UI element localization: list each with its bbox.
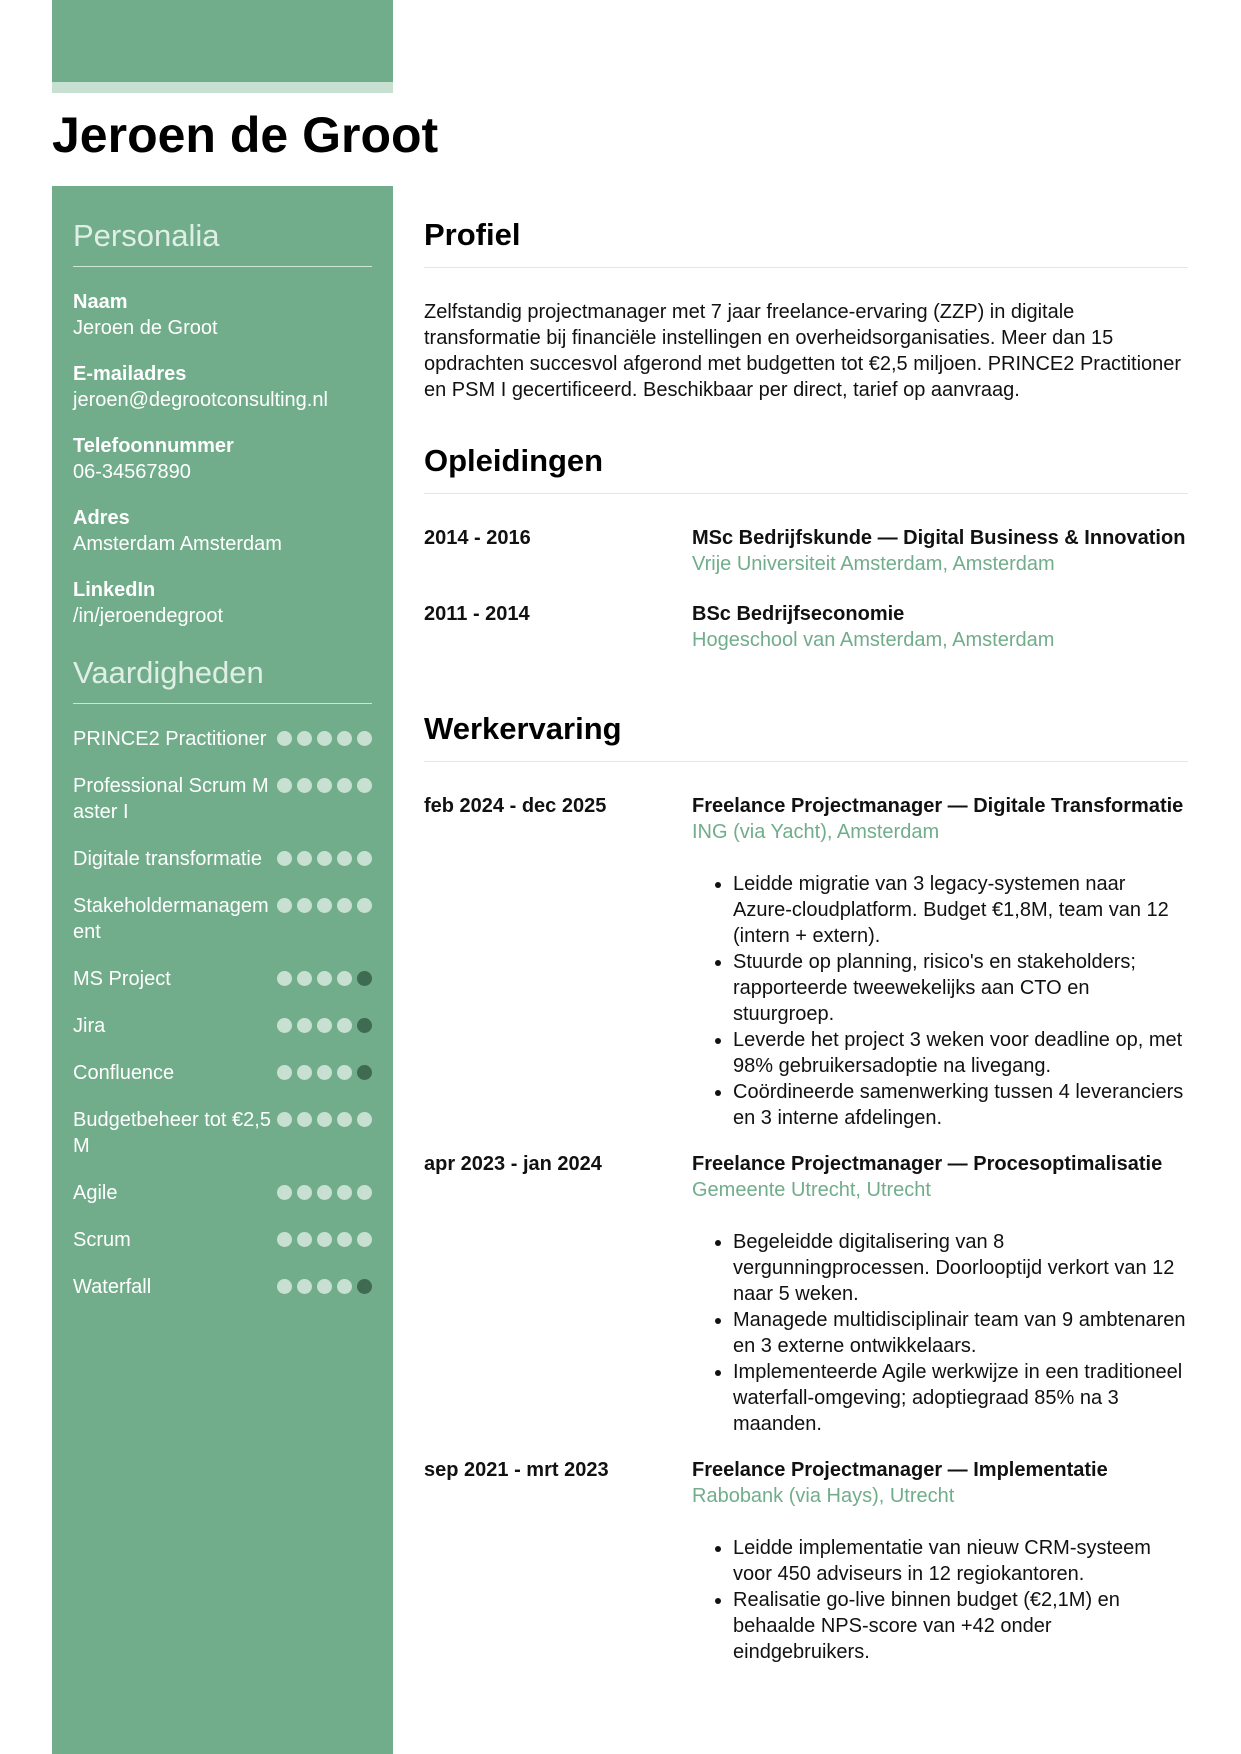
- experience-date: feb 2024 - dec 2025: [424, 795, 607, 817]
- skill-level-dots: [277, 773, 372, 793]
- experience-bullets: [692, 1535, 1188, 1665]
- skill-dot-filled: [317, 1065, 332, 1080]
- skill-dot-filled: [297, 851, 312, 866]
- profile-heading: Profiel: [424, 186, 1188, 268]
- skill-dot-filled: [337, 971, 352, 986]
- education-body: [692, 525, 1188, 577]
- skill-row: [73, 893, 372, 945]
- skill-level-dots: [277, 1227, 372, 1247]
- experience-date: apr 2023 - jan 2024: [424, 1153, 602, 1175]
- skill-name: Professional Scrum Master I: [73, 775, 269, 823]
- education-body: [692, 601, 1188, 653]
- personalia-item: [73, 290, 372, 341]
- experience-entry: [424, 793, 1188, 1131]
- experience-employer: ING (via Yacht), Amsterdam: [692, 821, 940, 843]
- skill-row: [73, 1107, 372, 1159]
- education-date: 2011 - 2014: [424, 603, 530, 625]
- skill-name: Waterfall: [73, 1276, 152, 1298]
- experience-employer: Gemeente Utrecht, Utrecht: [692, 1179, 931, 1201]
- experience-date: sep 2021 - mrt 2023: [424, 1459, 609, 1481]
- skill-dot-filled: [357, 898, 372, 913]
- personalia-value: 06-34567890: [73, 461, 191, 483]
- skill-name: Budgetbeheer tot €2,5M: [73, 1109, 271, 1157]
- experience-heading: Werkervaring: [424, 677, 1188, 762]
- skill-dot-filled: [297, 1112, 312, 1127]
- education-entry: [424, 601, 1188, 653]
- skill-level-dots: [277, 1274, 372, 1294]
- experience-entry: [424, 1457, 1188, 1665]
- skill-dot-filled: [317, 1232, 332, 1247]
- skills-list: [73, 726, 372, 1300]
- profile-text: Zelfstandig projectmanager met 7 jaar freelance-ervaring (ZZP) in digitale transformatie bij financiële instellingen en overheidsorganisaties. Meer dan 15 opdrachten succesvol afgerond met budgetten tot €2,5 miljoen. PRINCE2 Practitioner en PSM I gecertificeerd. Beschikbaar per direct, tarief op aanvraag.: [424, 301, 1182, 401]
- skill-dot-filled: [357, 778, 372, 793]
- skill-dot-filled: [337, 1018, 352, 1033]
- experience-body: [692, 1457, 1188, 1665]
- skill-level-dots: [277, 1013, 372, 1033]
- sidebar: [52, 186, 393, 1754]
- experience-bullet: • Begeleidde digitalisering van 8 vergunningprocessen. Doorlooptijd verkort van 12 naar 5 weken.: [733, 1229, 1188, 1307]
- personalia-heading: Personalia: [73, 218, 372, 267]
- skill-dot-filled: [317, 898, 332, 913]
- skill-dot-filled: [357, 1232, 372, 1247]
- skill-dot-empty: [357, 971, 372, 986]
- skill-dot-filled: [357, 851, 372, 866]
- experience-entry: [424, 1151, 1188, 1437]
- personalia-item: [73, 434, 372, 485]
- skill-dot-filled: [337, 1279, 352, 1294]
- personalia-value: Amsterdam Amsterdam: [73, 533, 282, 555]
- education-title: MSc Bedrijfskunde — Digital Business & Innovation: [692, 527, 1186, 549]
- skill-dot-filled: [277, 1018, 292, 1033]
- skill-dot-filled: [337, 731, 352, 746]
- skill-dot-filled: [277, 851, 292, 866]
- experience-bullet: • Leidde implementatie van nieuw CRM-systeem voor 450 adviseurs in 12 regiokantoren.: [733, 1535, 1188, 1587]
- skill-dot-filled: [297, 898, 312, 913]
- skill-name: Scrum: [73, 1229, 131, 1251]
- main-content: [424, 186, 1188, 1685]
- education-date: 2014 - 2016: [424, 527, 531, 549]
- skill-dot-filled: [297, 731, 312, 746]
- skill-dot-filled: [317, 731, 332, 746]
- skill-level-dots: [277, 1180, 372, 1200]
- candidate-name: Jeroen de Groot: [52, 107, 439, 163]
- skill-dot-filled: [317, 1185, 332, 1200]
- skill-dot-filled: [357, 731, 372, 746]
- personalia-item: [73, 506, 372, 557]
- experience-bullet: • Leverde het project 3 weken voor deadline op, met 98% gebruikersadoptie na livegang.: [733, 1027, 1188, 1079]
- experience-title: Freelance Projectmanager — Procesoptimalisatie: [692, 1153, 1163, 1175]
- skill-dot-filled: [317, 778, 332, 793]
- skill-row: [73, 1227, 372, 1253]
- experience-body: [692, 793, 1188, 1131]
- skill-name: MS Project: [73, 968, 171, 990]
- skill-row: [73, 1274, 372, 1300]
- skill-level-dots: [277, 726, 372, 746]
- skill-dot-empty: [357, 1018, 372, 1033]
- experience-bullet: • Stuurde op planning, risico's en stakeholders; rapporteerde tweewekelijks aan CTO en stuurgroep.: [733, 949, 1188, 1027]
- skill-dot-filled: [317, 971, 332, 986]
- skill-row: [73, 1013, 372, 1039]
- education-list: [424, 525, 1188, 653]
- personalia-label: Telefoonnummer: [73, 435, 234, 457]
- skill-dot-filled: [357, 1185, 372, 1200]
- skill-level-dots: [277, 893, 372, 913]
- skill-name: Stakeholdermanagement: [73, 895, 269, 943]
- skill-dot-filled: [317, 851, 332, 866]
- personalia-label: Naam: [73, 291, 128, 313]
- skill-dot-filled: [337, 1185, 352, 1200]
- experience-list: [424, 793, 1188, 1665]
- skill-dot-filled: [337, 898, 352, 913]
- education-entry: [424, 525, 1188, 577]
- skill-dot-filled: [297, 1065, 312, 1080]
- experience-bullet: • Implementeerde Agile werkwijze in een traditioneel waterfall-omgeving; adoptiegraad 85% na 3 maanden.: [733, 1359, 1188, 1437]
- skill-dot-filled: [277, 898, 292, 913]
- personalia-list: [73, 290, 372, 629]
- education-title: BSc Bedrijfseconomie: [692, 603, 905, 625]
- skill-dot-filled: [277, 731, 292, 746]
- skill-dot-filled: [297, 971, 312, 986]
- skill-row: [73, 846, 372, 872]
- skill-dot-filled: [297, 778, 312, 793]
- skill-dot-filled: [277, 1112, 292, 1127]
- personalia-value: jeroen@degrootconsulting.nl: [73, 389, 328, 411]
- personalia-label: Adres: [73, 507, 130, 529]
- experience-bullets: [692, 871, 1188, 1131]
- experience-title: Freelance Projectmanager — Implementatie: [692, 1459, 1108, 1481]
- skill-row: [73, 966, 372, 992]
- skills-heading: Vaardigheden: [73, 655, 372, 704]
- skill-dot-filled: [277, 778, 292, 793]
- education-institution: Vrije Universiteit Amsterdam, Amsterdam: [692, 553, 1055, 575]
- skill-dot-filled: [337, 778, 352, 793]
- header-accent-strip: [52, 82, 393, 93]
- skill-dot-filled: [337, 1065, 352, 1080]
- skill-row: [73, 1180, 372, 1206]
- skill-dot-filled: [297, 1185, 312, 1200]
- experience-bullet: • Realisatie go-live binnen budget (€2,1M) en behaalde NPS-score van +42 onder eindgebruikers.: [733, 1587, 1188, 1665]
- skill-level-dots: [277, 1107, 372, 1127]
- skill-dot-filled: [317, 1018, 332, 1033]
- personalia-item: [73, 578, 372, 629]
- experience-title: Freelance Projectmanager — Digitale Transformatie: [692, 795, 1184, 817]
- skill-dot-filled: [317, 1279, 332, 1294]
- header-accent-block: [52, 0, 393, 82]
- skill-dot-filled: [297, 1018, 312, 1033]
- experience-bullet: • Managede multidisciplinair team van 9 ambtenaren en 3 externe ontwikkelaars.: [733, 1307, 1188, 1359]
- personalia-item: [73, 362, 372, 413]
- skill-level-dots: [277, 846, 372, 866]
- experience-bullet: • Coördineerde samenwerking tussen 4 leveranciers en 3 interne afdelingen.: [733, 1079, 1188, 1131]
- skill-dot-filled: [317, 1112, 332, 1127]
- skill-row: [73, 726, 372, 752]
- skill-name: Agile: [73, 1182, 118, 1204]
- skill-dot-filled: [337, 1232, 352, 1247]
- experience-bullet: • Leidde migratie van 3 legacy-systemen naar Azure-cloudplatform. Budget €1,8M, team van 12 (intern + extern).: [733, 871, 1188, 949]
- skill-level-dots: [277, 1060, 372, 1080]
- skill-dot-filled: [277, 971, 292, 986]
- personalia-label: LinkedIn: [73, 579, 156, 601]
- skill-dot-empty: [357, 1279, 372, 1294]
- skill-name: Confluence: [73, 1062, 175, 1084]
- skill-dot-filled: [277, 1065, 292, 1080]
- skill-level-dots: [277, 966, 372, 986]
- education-heading: Opleidingen: [424, 409, 1188, 494]
- skill-dot-filled: [277, 1279, 292, 1294]
- skill-dot-filled: [297, 1279, 312, 1294]
- skill-dot-filled: [337, 1112, 352, 1127]
- experience-body: [692, 1151, 1188, 1437]
- skill-row: [73, 1060, 372, 1086]
- skill-dot-filled: [277, 1185, 292, 1200]
- skill-dot-filled: [357, 1112, 372, 1127]
- skill-dot-empty: [357, 1065, 372, 1080]
- personalia-label: E-mailadres: [73, 363, 187, 385]
- skill-dot-filled: [337, 851, 352, 866]
- skill-row: [73, 773, 372, 825]
- personalia-value: Jeroen de Groot: [73, 317, 218, 339]
- skill-name: PRINCE2 Practitioner: [73, 728, 267, 750]
- experience-bullets: [692, 1229, 1188, 1437]
- skill-dot-filled: [297, 1232, 312, 1247]
- education-institution: Hogeschool van Amsterdam, Amsterdam: [692, 629, 1055, 651]
- personalia-value: /in/jeroendegroot: [73, 605, 224, 627]
- skill-dot-filled: [277, 1232, 292, 1247]
- skill-name: Digitale transformatie: [73, 848, 262, 870]
- experience-employer: Rabobank (via Hays), Utrecht: [692, 1485, 955, 1507]
- skill-name: Jira: [73, 1015, 106, 1037]
